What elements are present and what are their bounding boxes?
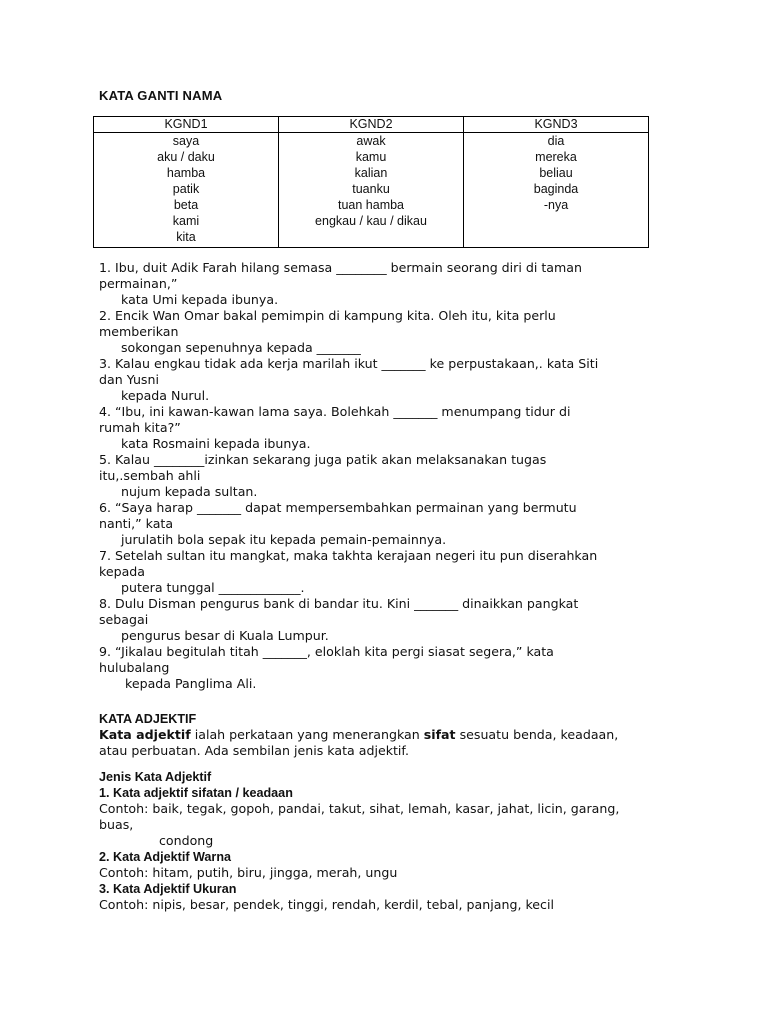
column-header: KGND2 — [279, 117, 464, 133]
pronoun-item: kalian — [354, 166, 388, 180]
pronoun-item: aku / daku — [157, 150, 215, 164]
pronoun-item: hamba — [166, 166, 206, 180]
table-header-row — [94, 117, 649, 133]
kgnd3-cell — [464, 133, 649, 248]
column-header: KGND3 — [464, 117, 649, 133]
pronoun-item: kamu — [355, 150, 387, 164]
pronoun-item: awak — [356, 134, 386, 148]
question-line: kepada Panglima Ali. — [125, 676, 257, 691]
definition-text: sesuatu benda, keadaan, — [455, 727, 619, 742]
pronoun-item: mereka — [535, 150, 577, 164]
pronoun-item: beta — [173, 198, 199, 212]
type-heading: 1. Kata adjektif sifatan / keadaan — [99, 786, 293, 800]
question-line: kata Rosmaini kepada ibunya. — [121, 436, 311, 451]
pronoun-item: tuan hamba — [337, 198, 405, 212]
definition-text: ialah perkataan yang menerangkan — [190, 727, 424, 742]
question-line: hulubalang — [99, 660, 170, 675]
question-line: 7. Setelah sultan itu mangkat, maka takhta kerajaan negeri itu pun diserahkan — [99, 548, 598, 563]
question-list — [99, 260, 664, 692]
pronoun-item: engkau / kau / dikau — [315, 214, 427, 228]
kgnd1-cell — [94, 133, 279, 248]
section-heading: KATA ADJEKTIF — [99, 712, 197, 726]
question-line: sebagai — [99, 612, 149, 627]
question-line: kepada Nurul. — [121, 388, 210, 403]
question-line: sokongan sepenuhnya kepada _______ — [121, 340, 361, 355]
question-line: memberikan — [99, 324, 179, 339]
example-line: buas, — [99, 817, 134, 832]
page-title: KATA GANTI NAMA — [99, 88, 223, 103]
definition-line — [99, 727, 664, 743]
pronoun-item: tuanku — [352, 182, 390, 196]
pronoun-item: patik — [172, 182, 200, 196]
adjektif-section — [99, 711, 664, 759]
question-line: nanti,” kata — [99, 516, 174, 531]
question-line: jurulatih bola sepak itu kepada pemain-pemainnya. — [121, 532, 447, 547]
pronoun-item: kita — [176, 230, 196, 244]
table-row — [94, 133, 649, 248]
question-line: dan Yusni — [99, 372, 159, 387]
term: Kata adjektif — [99, 727, 191, 742]
question-line: 1. Ibu, duit Adik Farah hilang semasa ________ bermain seorang diri di taman — [99, 260, 582, 275]
type-heading: 3. Kata Adjektif Ukuran — [99, 882, 237, 896]
question-line: nujum kepada sultan. — [121, 484, 258, 499]
pronoun-item: kami — [172, 214, 200, 228]
pronoun-item: -nya — [543, 198, 569, 212]
question-line: putera tunggal _____________. — [121, 580, 305, 595]
question-line: 5. Kalau ________izinkan sekarang juga patik akan melaksanakan tugas — [99, 452, 547, 467]
type-heading: 2. Kata Adjektif Warna — [99, 850, 232, 864]
pronoun-table — [93, 116, 649, 248]
question-line: permainan,” — [99, 276, 178, 291]
jenis-section — [99, 769, 664, 913]
example-line: condong — [159, 833, 214, 848]
question-line: 4. “Ibu, ini kawan-kawan lama saya. Bolehkah _______ menumpang tidur di — [99, 404, 571, 419]
keyword: sifat — [423, 727, 456, 742]
question-line: 3. Kalau engkau tidak ada kerja marilah ikut _______ ke perpustakaan,. kata Siti — [99, 356, 599, 371]
question-line: 8. Dulu Disman pengurus bank di bandar itu. Kini _______ dinaikkan pangkat — [99, 596, 579, 611]
pronoun-item: baginda — [533, 182, 579, 196]
question-line: 6. “Saya harap _______ dapat mempersembahkan permainan yang bermutu — [99, 500, 577, 515]
question-line: kata Umi kepada ibunya. — [121, 292, 279, 307]
pronoun-item: saya — [172, 134, 200, 148]
subsection-heading: Jenis Kata Adjektif — [99, 770, 212, 784]
question-line: kepada — [99, 564, 146, 579]
kgnd2-cell — [279, 133, 464, 248]
definition-line: atau perbuatan. Ada sembilan jenis kata adjektif. — [99, 743, 409, 758]
pronoun-item: dia — [547, 134, 565, 148]
question-line: 9. “Jikalau begitulah titah _______, eloklah kita pergi siasat segera,” kata — [99, 644, 554, 659]
example-line: Contoh: baik, tegak, gopoh, pandai, takut, sihat, lemah, kasar, jahat, licin, garang, — [99, 801, 620, 816]
question-line: 2. Encik Wan Omar bakal pemimpin di kampung kita. Oleh itu, kita perlu — [99, 308, 556, 323]
example-line: Contoh: nipis, besar, pendek, tinggi, rendah, kerdil, tebal, panjang, kecil — [99, 897, 554, 912]
example-line: Contoh: hitam, putih, biru, jingga, merah, ungu — [99, 865, 398, 880]
question-line: rumah kita?” — [99, 420, 181, 435]
question-line: itu,.sembah ahli — [99, 468, 201, 483]
pronoun-item: beliau — [539, 166, 573, 180]
column-header: KGND1 — [94, 117, 279, 133]
question-line: pengurus besar di Kuala Lumpur. — [121, 628, 329, 643]
